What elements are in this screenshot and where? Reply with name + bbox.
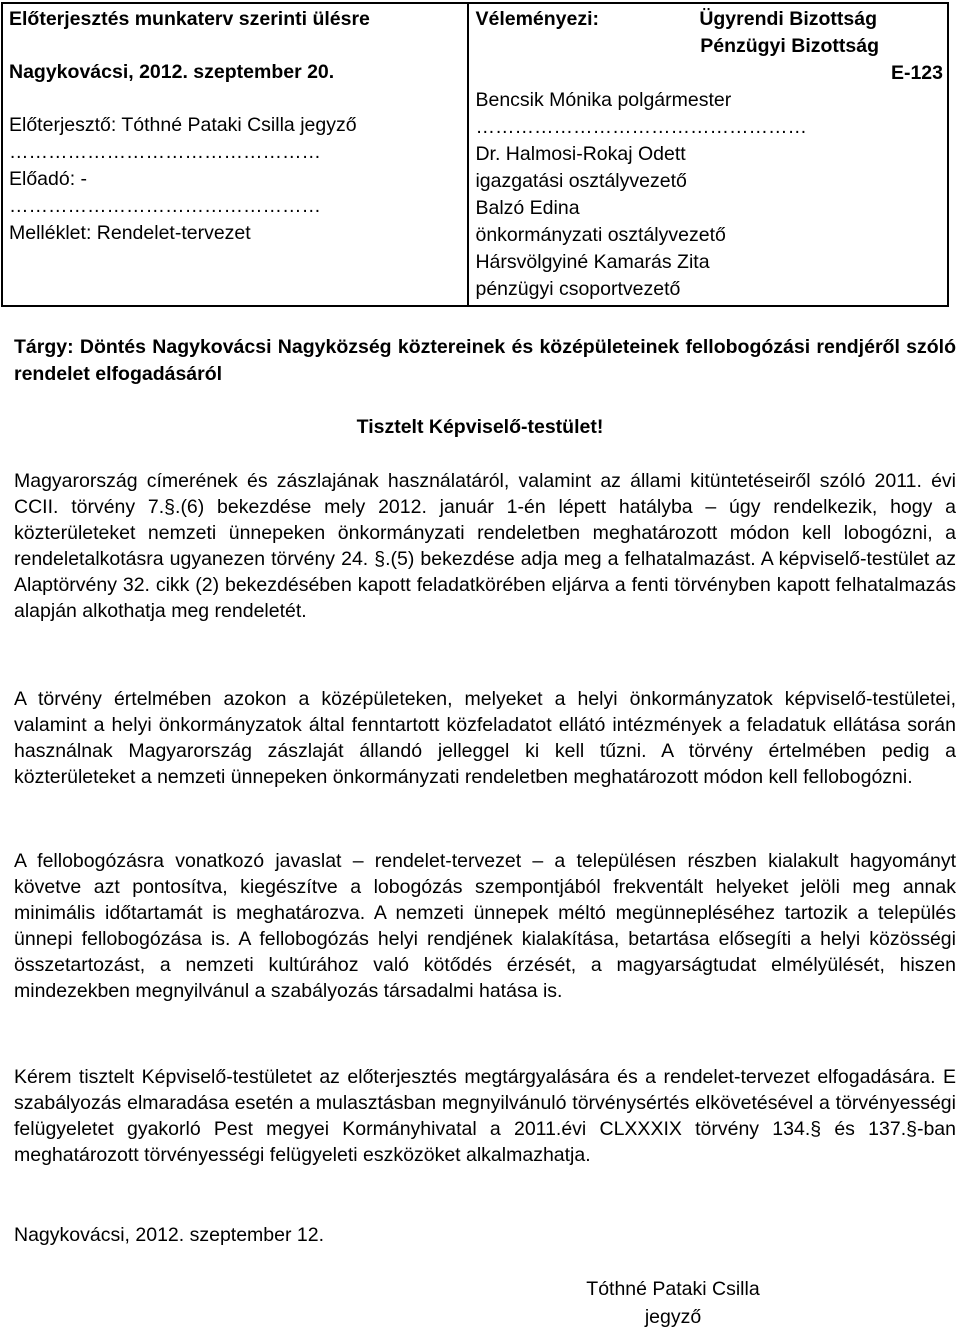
paragraph-2: A törvény értelmében azokon a középületeken, melyeket a helyi önkormányzatok képviselő-testületei, valamint a helyi önkormányzatok által fenntartott közfeladatot ellátó intézmények a feladatuk ellátása során használnak Magyarország zászlaját állandó jelleggel ki kell tűzni. A törvény értelmében pedig a közterületeket a nemzeti ünnepeken önkormányzati rendeletben meghatározott módon kell fellobogózni. [14,688,956,788]
document-code: E-123 [890,62,943,84]
signer-name: Tóthné Pataki Csilla [586,1278,760,1300]
header-title: Előterjesztés munkaterv szerinti ülésre [9,8,370,30]
subject-line: Tárgy: Döntés Nagykovácsi Nagyközség köztereinek és középületeinek fellobogózási rendjéről szóló rendelet elfogadásáról [14,336,956,385]
header-right-cell [468,3,948,306]
header-attachment: Melléklet: Rendelet-tervezet [9,222,251,244]
header-place-date: Nagykovácsi, 2012. szeptember 20. [9,61,335,83]
mayor-dots: …………………………………………… [475,116,807,138]
person-1-name: Dr. Halmosi-Rokaj Odett [475,143,686,165]
committee-2: Pénzügyi Bizottság [700,35,879,57]
reviewed-label: Véleményezi: [475,8,600,30]
person-3-title: pénzügyi csoportvezető [475,278,681,300]
header-presenter: Előterjesztő: Tóthné Pataki Csilla jegyző [9,114,357,136]
header-speaker: Előadó: - [9,168,88,190]
person-1-title: igazgatási osztályvezető [475,170,687,192]
paragraph-3: A fellobogózásra vonatkozó javaslat – rendelet-tervezet – a településen részben kialakult hagyományt követve azt pontosítva, kiegészítve a lobogózás szempontjából frekventált helyeket jelöli meg annak minimális időtartamát is meghatározva. A nemzeti ünnepek méltó megünnepléséhez tartozik a település ünnepi fellobogózása is. A fellobogózás helyi rendjének kialakítása, betartása elősegíti a helyi közösségi összetartozást, a nemzeti kultúrához való kötődés érzését, a magyarságtudat elmélyülését, hiszen mindezekben megnyilvánul a szabályozás társadalmi hatása is. [14,850,956,1002]
closing-date: Nagykovácsi, 2012. szeptember 12. [14,1224,325,1246]
header-left-cell [2,3,468,306]
reviewers-row [475,6,943,33]
signer-title: jegyző [644,1306,702,1328]
person-3-name: Hársvölgyiné Kamarás Zita [475,251,710,273]
committee-1: Ügyrendi Bizottság [699,8,877,30]
paragraph-1: Magyarország címerének és zászlajának használatáról, valamint az állami kitüntetéseiről szóló 2011. évi CCII. törvény 7.§.(6) bekezdése mely 2012. január 1-én lépett hatályba – úgy rendelkezik, hogy a közterületeket nemzeti ünnepeken önkormányzati rendeletben meghatározott módon kell lobogózni, a rendeletalkotásra ugyanezen törvény 24. §.(5) bekezdése adja meg a felhatalmazást. A képviselő-testület az Alaptörvény 32. cikk (2) bekezdésében kapott feladatkörében eljárva a fenti törvényben kapott felhatalmazás alapján alkothatja meg rendeletét. [14,470,956,622]
header-presenter-dots: ………………………………………… [9,141,321,163]
header-table [1,2,949,307]
salutation: Tisztelt Képviselő-testület! [356,416,604,438]
person-2-name: Balzó Edina [475,197,580,219]
signature-block [560,1275,786,1331]
header-speaker-dots: ………………………………………… [9,195,321,217]
person-2-title: önkormányzati osztályvezető [475,224,726,246]
mayor-line: Bencsik Mónika polgármester [475,89,732,111]
paragraph-4: Kérem tisztelt Képviselő-testületet az előterjesztés megtárgyalására és a rendelet-tervezet elfogadására. E szabályozás elmaradása esetén a mulasztásban megnyilvánuló törvénysértés elkövetésével a törvényességi felügyeletet gyakorló Pest megyei Kormányhivatal a 2011.évi CLXXXIX törvény 134.§ és 137.§-ban meghatározott törvényességi felügyeleti eszközöket alkalmazhatja. [14,1066,956,1166]
